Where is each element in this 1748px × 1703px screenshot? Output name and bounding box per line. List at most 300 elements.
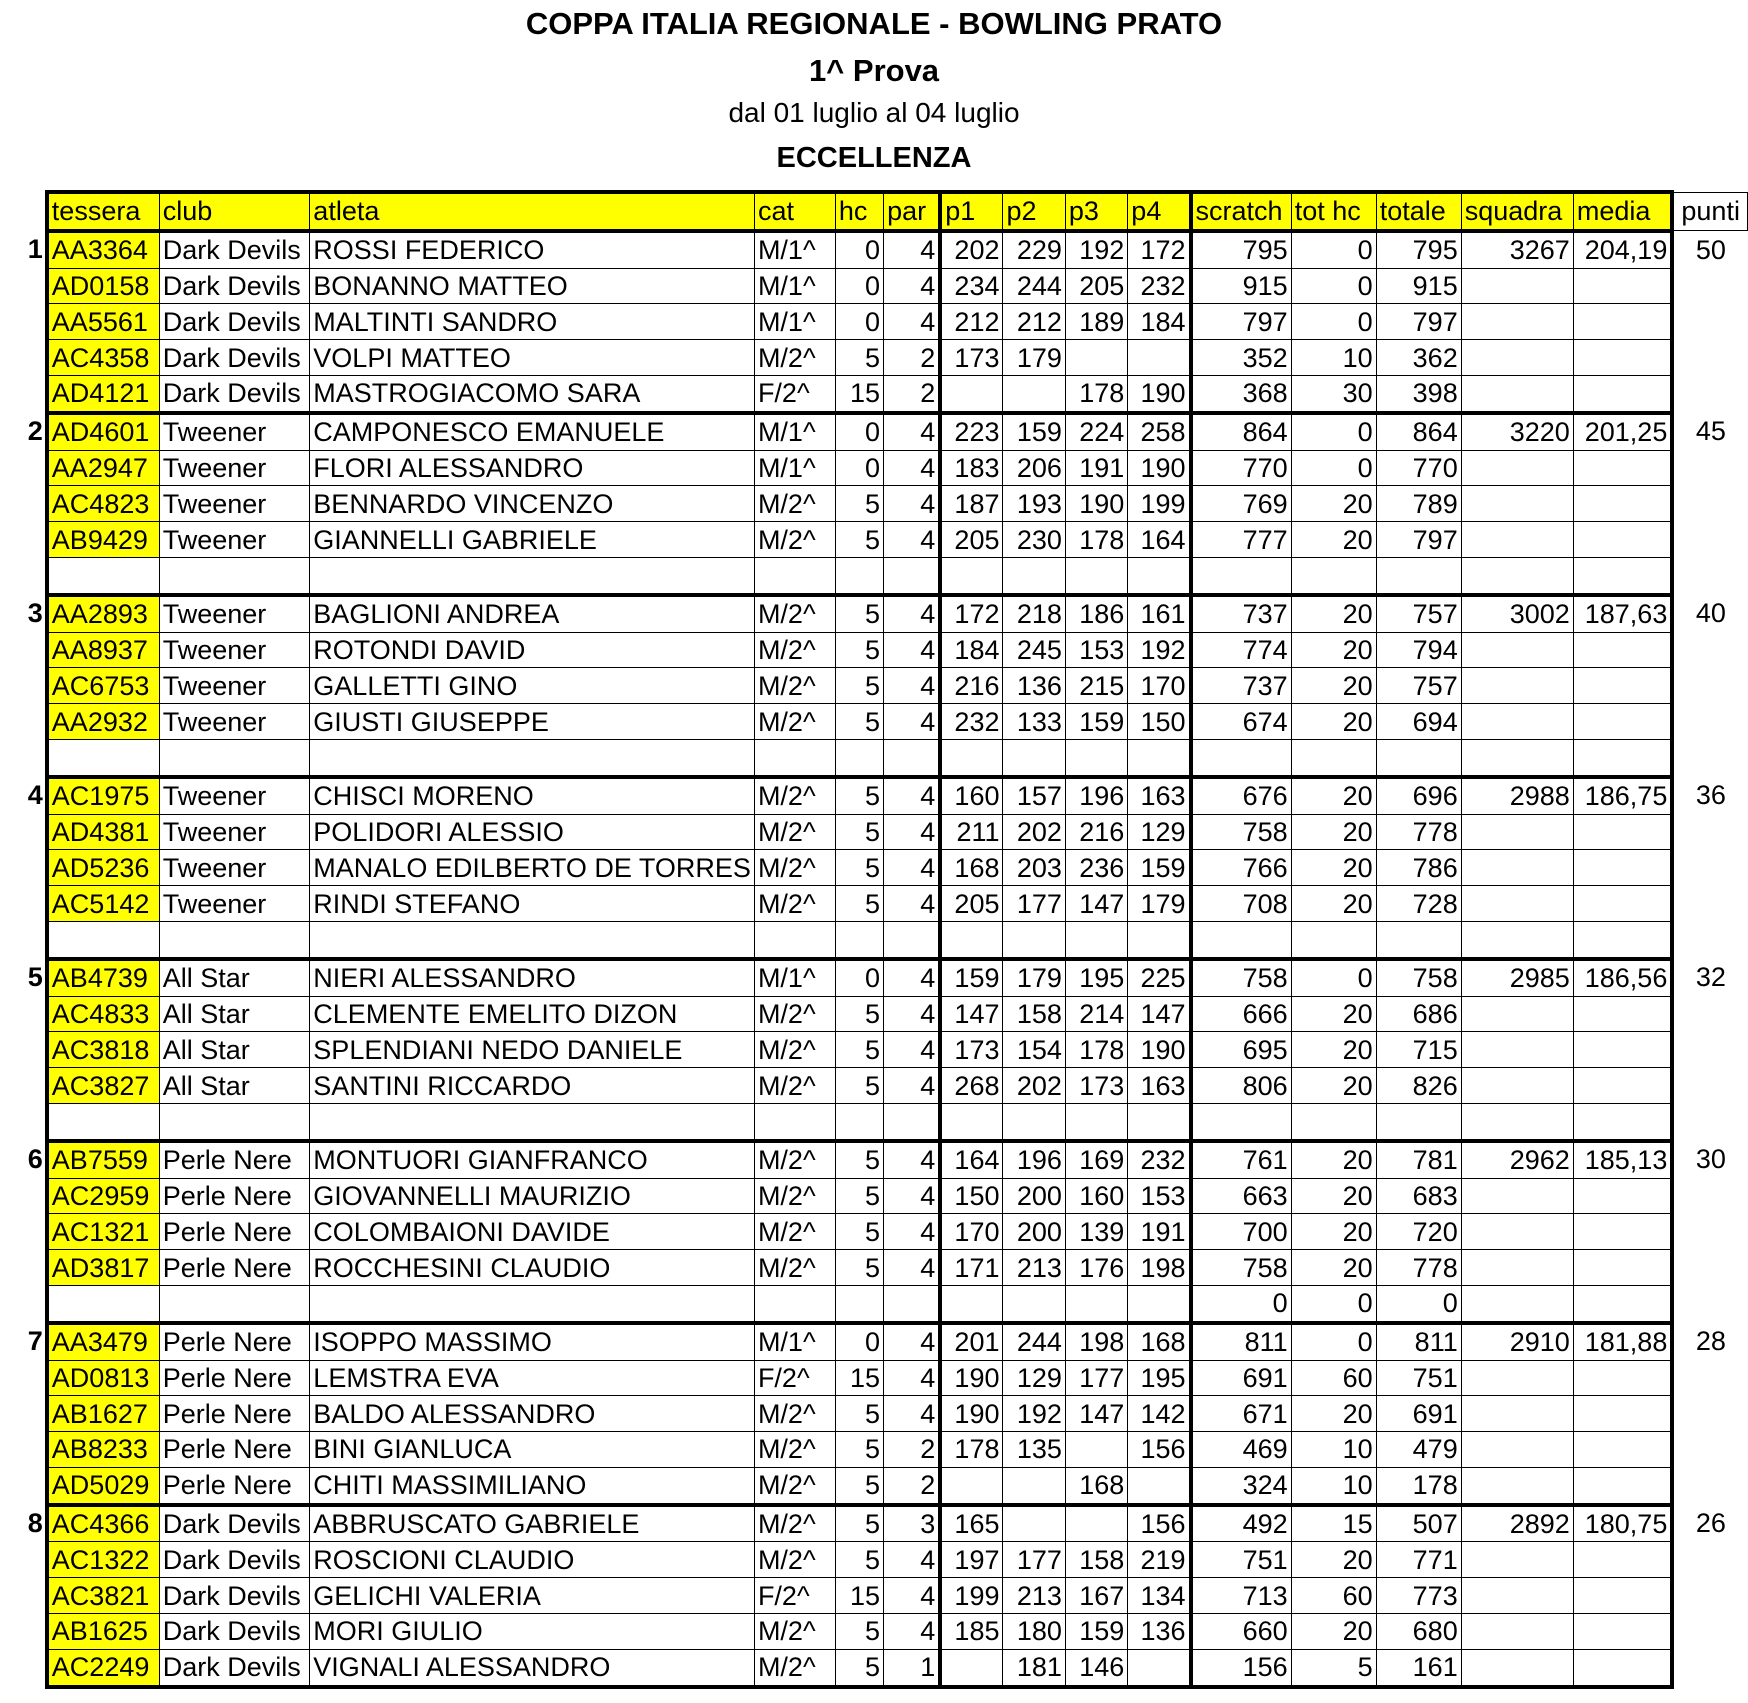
cell-totale: 770 [1376,450,1461,486]
cell-par: 4 [884,704,941,740]
cell-club: Dark Devils [159,1614,310,1650]
cell-p1: 184 [940,632,1003,668]
cell-p3 [1065,340,1127,376]
points-cell [1672,739,1747,776]
cell-hc: 5 [835,1214,883,1250]
cell-media [1573,1068,1672,1104]
cell-p2: 230 [1003,522,1065,558]
cell-squadra [1461,814,1573,850]
column-header-cat: cat [754,192,835,231]
cell-par: 2 [884,375,941,412]
cell-hc: 5 [835,632,883,668]
cell-par: 4 [884,231,941,268]
points-cell [1672,1467,1747,1504]
cell-p3 [1065,1432,1127,1468]
cell-p2 [1003,1505,1065,1542]
rank-cell [12,921,47,958]
cell-squadra [1461,1068,1573,1104]
cell-p4: 168 [1128,1323,1191,1360]
cell-cat: M/2^ [754,704,835,740]
cell-totale: 826 [1376,1068,1461,1104]
cell-p3: 146 [1065,1649,1127,1686]
cell-p4: 136 [1128,1614,1191,1650]
table-row [12,304,1748,340]
table-row [12,340,1748,376]
cell-hc: 0 [835,268,883,304]
cell-p2: 212 [1003,304,1065,340]
cell-media [1573,814,1672,850]
rank-cell [12,1360,47,1396]
points-cell: 40 [1695,598,1726,629]
cell-tot-hc: 0 [1291,1285,1376,1322]
cell-scratch: 492 [1191,1505,1292,1542]
cell-cat: M/2^ [754,1178,835,1214]
cell-squadra [1461,1649,1573,1686]
column-header-par: par [884,192,941,231]
cell-scratch: 864 [1191,413,1292,450]
cell-media [1573,850,1672,886]
cell-tessera: AB9429 [47,522,159,558]
table-row [12,1214,1748,1250]
cell-scratch [1191,1103,1292,1140]
cell-tessera: AD4601 [47,413,159,450]
cell-scratch: 915 [1191,268,1292,304]
cell-cat: F/2^ [754,375,835,412]
cell-hc: 5 [835,1432,883,1468]
cell-scratch: 324 [1191,1467,1292,1504]
cell-media: 185,13 [1573,1141,1672,1178]
cell-p2: 177 [1003,1542,1065,1578]
cell-p1 [940,1103,1003,1140]
cell-p3: 178 [1065,1032,1127,1068]
cell-p1 [940,375,1003,412]
cell-totale: 0 [1376,1285,1461,1322]
cell-squadra [1461,1360,1573,1396]
cell-p4: 129 [1128,814,1191,850]
cell-par [884,557,941,594]
cell-par: 4 [884,522,941,558]
cell-club: Tweener [159,632,310,668]
cell-scratch: 766 [1191,850,1292,886]
points-cell: 45 [1695,416,1726,447]
cell-squadra [1461,375,1573,412]
cell-cat: M/1^ [754,1323,835,1360]
cell-tessera: AB1625 [47,1614,159,1650]
cell-tessera: AA2932 [47,704,159,740]
table-row [12,1649,1748,1686]
cell-club: Dark Devils [159,304,310,340]
cell-scratch: 713 [1191,1578,1292,1614]
table-row [12,1467,1748,1504]
cell-totale [1376,739,1461,776]
cell-par: 4 [884,1214,941,1250]
cell-scratch: 769 [1191,486,1292,522]
cell-par [884,1103,941,1140]
points-cell [1672,1360,1747,1396]
cell-hc: 5 [835,814,883,850]
cell-cat: M/1^ [754,231,835,268]
cell-hc [835,1285,883,1322]
cell-p1: 168 [940,850,1003,886]
cell-media: 187,63 [1573,595,1672,632]
cell-par: 3 [884,1505,941,1542]
points-cell [1672,1396,1747,1432]
points-cell [1672,886,1747,922]
cell-atleta: GIOVANNELLI MAURIZIO [310,1178,755,1214]
cell-hc: 5 [835,595,883,632]
cell-p3 [1065,1285,1127,1322]
rank-cell [12,268,47,304]
cell-club: Dark Devils [159,1578,310,1614]
cell-atleta: BAGLIONI ANDREA [310,595,755,632]
cell-atleta: COLOMBAIONI DAVIDE [310,1214,755,1250]
cell-media [1573,739,1672,776]
cell-p4 [1128,1103,1191,1140]
cell-scratch: 368 [1191,375,1292,412]
cell-squadra [1461,739,1573,776]
cell-tessera: AC1975 [47,777,159,814]
cell-atleta: ROTONDI DAVID [310,632,755,668]
cell-p3: 186 [1065,595,1127,632]
cell-atleta: SPLENDIANI NEDO DANIELE [310,1032,755,1068]
cell-atleta: MASTROGIACOMO SARA [310,375,755,412]
cell-p4: 163 [1128,777,1191,814]
cell-p2: 200 [1003,1214,1065,1250]
cell-hc: 5 [835,996,883,1032]
cell-totale: 479 [1376,1432,1461,1468]
cell-tessera: AD3817 [47,1250,159,1286]
cell-totale: 757 [1376,595,1461,632]
cell-p2: 244 [1003,268,1065,304]
cell-par: 4 [884,1396,941,1432]
cell-totale [1376,921,1461,958]
cell-p1: 190 [940,1396,1003,1432]
event-round: 1^ Prova [808,53,940,88]
cell-media [1573,1614,1672,1650]
cell-squadra: 3267 [1461,231,1573,268]
cell-p1 [940,1649,1003,1686]
cell-par: 4 [884,850,941,886]
cell-par: 4 [884,1542,941,1578]
cell-atleta: CHISCI MORENO [310,777,755,814]
cell-atleta: GIUSTI GIUSEPPE [310,704,755,740]
cell-tessera: AD0158 [47,268,159,304]
points-cell [1672,1432,1747,1468]
table-row [12,375,1748,412]
cell-scratch: 761 [1191,1141,1292,1178]
cell-p3: 147 [1065,886,1127,922]
cell-totale: 797 [1376,304,1461,340]
cell-par: 4 [884,486,941,522]
cell-cat: M/1^ [754,959,835,996]
cell-p4 [1128,921,1191,958]
cell-media [1573,1178,1672,1214]
table-row [12,739,1748,776]
cell-tot-hc [1291,557,1376,594]
cell-media [1573,557,1672,594]
cell-p3: 160 [1065,1178,1127,1214]
cell-squadra: 3002 [1461,595,1573,632]
cell-tessera: AC3821 [47,1578,159,1614]
cell-p2: 181 [1003,1649,1065,1686]
rank-cell [12,1214,47,1250]
cell-p3: 147 [1065,1396,1127,1432]
cell-atleta [310,1103,755,1140]
cell-p2 [1003,1285,1065,1322]
category-title: ECCELLENZA [776,142,972,174]
cell-p1: 205 [940,522,1003,558]
cell-squadra [1461,1032,1573,1068]
cell-tessera: AA8937 [47,632,159,668]
cell-par: 4 [884,886,941,922]
cell-cat: M/2^ [754,1141,835,1178]
cell-media [1573,668,1672,704]
points-cell [1672,450,1747,486]
cell-atleta: CHITI MASSIMILIANO [310,1467,755,1504]
cell-scratch: 691 [1191,1360,1292,1396]
cell-tessera: AD5029 [47,1467,159,1504]
cell-p1: 173 [940,1032,1003,1068]
cell-cat: M/2^ [754,850,835,886]
cell-p1: 183 [940,450,1003,486]
cell-hc [835,921,883,958]
cell-p2 [1003,557,1065,594]
table-row [12,886,1748,922]
cell-tot-hc: 0 [1291,268,1376,304]
rank-cell [12,1068,47,1104]
cell-tot-hc: 20 [1291,595,1376,632]
cell-squadra [1461,1178,1573,1214]
cell-tot-hc: 5 [1291,1649,1376,1686]
cell-squadra [1461,921,1573,958]
cell-p4: 192 [1128,632,1191,668]
table-row [12,996,1748,1032]
cell-hc: 5 [835,1467,883,1504]
cell-media [1573,450,1672,486]
cell-hc: 0 [835,959,883,996]
cell-scratch: 0 [1191,1285,1292,1322]
cell-atleta: MANALO EDILBERTO DE TORRES [310,850,755,886]
cell-media: 186,75 [1573,777,1672,814]
cell-cat: M/1^ [754,268,835,304]
cell-hc [835,739,883,776]
rank-cell: 6 [27,1144,43,1175]
cell-totale: 680 [1376,1614,1461,1650]
cell-p4: 190 [1128,450,1191,486]
cell-tessera: AA3364 [47,231,159,268]
table-row [12,268,1748,304]
rank-cell: 1 [27,234,43,265]
rank-cell [12,668,47,704]
cell-p1: 197 [940,1542,1003,1578]
cell-p4: 150 [1128,704,1191,740]
cell-totale: 161 [1376,1649,1461,1686]
cell-cat: M/2^ [754,1542,835,1578]
cell-totale: 751 [1376,1360,1461,1396]
cell-p1: 199 [940,1578,1003,1614]
points-cell: 32 [1695,962,1726,993]
cell-p2: 206 [1003,450,1065,486]
cell-squadra: 2962 [1461,1141,1573,1178]
table-row [12,1285,1748,1322]
cell-p3: 196 [1065,777,1127,814]
cell-par: 4 [884,814,941,850]
cell-p2: 218 [1003,595,1065,632]
cell-tot-hc: 10 [1291,1467,1376,1504]
rank-cell [12,1178,47,1214]
table-row [12,1578,1748,1614]
cell-media [1573,1285,1672,1322]
cell-club: Perle Nere [159,1323,310,1360]
cell-p4: 198 [1128,1250,1191,1286]
cell-tot-hc: 20 [1291,704,1376,740]
cell-tessera: AC1321 [47,1214,159,1250]
cell-p2 [1003,1103,1065,1140]
cell-p2: 157 [1003,777,1065,814]
cell-p1: 268 [940,1068,1003,1104]
column-header-tot-hc: tot hc [1291,192,1376,231]
points-cell [1672,1614,1747,1650]
cell-tot-hc: 20 [1291,1141,1376,1178]
cell-p3: 178 [1065,522,1127,558]
rank-cell [12,1432,47,1468]
cell-p3: 153 [1065,632,1127,668]
cell-scratch [1191,921,1292,958]
cell-par: 4 [884,595,941,632]
cell-tot-hc: 10 [1291,1432,1376,1468]
cell-p4 [1128,340,1191,376]
cell-totale: 694 [1376,704,1461,740]
cell-media [1573,632,1672,668]
cell-totale: 178 [1376,1467,1461,1504]
cell-squadra [1461,486,1573,522]
cell-p4: 159 [1128,850,1191,886]
cell-tot-hc: 20 [1291,1542,1376,1578]
cell-par: 4 [884,1068,941,1104]
points-cell [1672,814,1747,850]
cell-squadra: 2988 [1461,777,1573,814]
cell-p1: 190 [940,1360,1003,1396]
cell-p1 [940,1285,1003,1322]
cell-totale: 781 [1376,1141,1461,1178]
points-cell [1672,996,1747,1032]
cell-tessera: AD5236 [47,850,159,886]
cell-media [1573,486,1672,522]
cell-p1: 185 [940,1614,1003,1650]
rank-cell [12,1578,47,1614]
cell-totale: 696 [1376,777,1461,814]
cell-p1 [940,921,1003,958]
cell-totale: 720 [1376,1214,1461,1250]
cell-p4: 258 [1128,413,1191,450]
rank-cell [12,557,47,594]
cell-cat [754,739,835,776]
cell-club: Dark Devils [159,1542,310,1578]
cell-p3: 214 [1065,996,1127,1032]
table-row [12,1396,1748,1432]
cell-club: Perle Nere [159,1396,310,1432]
rank-cell [12,1542,47,1578]
cell-tot-hc: 20 [1291,522,1376,558]
column-header-tessera: tessera [47,192,159,231]
cell-p4: 170 [1128,668,1191,704]
cell-squadra [1461,557,1573,594]
cell-hc [835,557,883,594]
cell-tot-hc: 20 [1291,1250,1376,1286]
cell-media: 181,88 [1573,1323,1672,1360]
cell-cat: M/2^ [754,1649,835,1686]
cell-tessera [47,557,159,594]
cell-tot-hc: 20 [1291,777,1376,814]
cell-p2: 193 [1003,486,1065,522]
cell-tot-hc: 0 [1291,959,1376,996]
cell-cat: M/2^ [754,522,835,558]
cell-club: All Star [159,996,310,1032]
cell-totale: 686 [1376,996,1461,1032]
cell-totale: 507 [1376,1505,1461,1542]
cell-p4 [1128,557,1191,594]
cell-p4: 142 [1128,1396,1191,1432]
cell-tot-hc: 20 [1291,850,1376,886]
rank-cell [12,814,47,850]
cell-p2: 229 [1003,231,1065,268]
cell-squadra [1461,1250,1573,1286]
cell-p3: 195 [1065,959,1127,996]
cell-p3 [1065,921,1127,958]
table-row [12,1432,1748,1468]
cell-p2: 180 [1003,1614,1065,1650]
cell-p2: 158 [1003,996,1065,1032]
cell-p1: 159 [940,959,1003,996]
rank-cell [12,1396,47,1432]
cell-hc: 0 [835,413,883,450]
cell-tessera: AC1322 [47,1542,159,1578]
cell-p3: 139 [1065,1214,1127,1250]
cell-squadra [1461,1578,1573,1614]
cell-media [1573,1396,1672,1432]
cell-squadra [1461,1542,1573,1578]
cell-squadra: 3220 [1461,413,1573,450]
rank-cell [12,632,47,668]
cell-totale: 778 [1376,1250,1461,1286]
cell-tessera: AC2959 [47,1178,159,1214]
table-row [12,231,1748,268]
cell-p4: 153 [1128,1178,1191,1214]
rank-cell [12,1467,47,1504]
cell-atleta: BENNARDO VINCENZO [310,486,755,522]
column-header-media: media [1573,192,1672,231]
cell-club: Tweener [159,595,310,632]
cell-cat: M/1^ [754,413,835,450]
cell-tot-hc: 20 [1291,886,1376,922]
cell-par: 4 [884,777,941,814]
cell-cat [754,921,835,958]
cell-p4: 172 [1128,231,1191,268]
cell-hc: 5 [835,1032,883,1068]
cell-tessera: AD4121 [47,375,159,412]
cell-p2 [1003,739,1065,776]
rank-cell [12,522,47,558]
cell-p2: 179 [1003,340,1065,376]
table-row [12,595,1748,632]
cell-par [884,921,941,958]
cell-atleta: GIANNELLI GABRIELE [310,522,755,558]
cell-hc: 5 [835,1542,883,1578]
cell-club: Tweener [159,850,310,886]
cell-p2: 159 [1003,413,1065,450]
cell-tessera: AC3818 [47,1032,159,1068]
cell-club: Tweener [159,450,310,486]
